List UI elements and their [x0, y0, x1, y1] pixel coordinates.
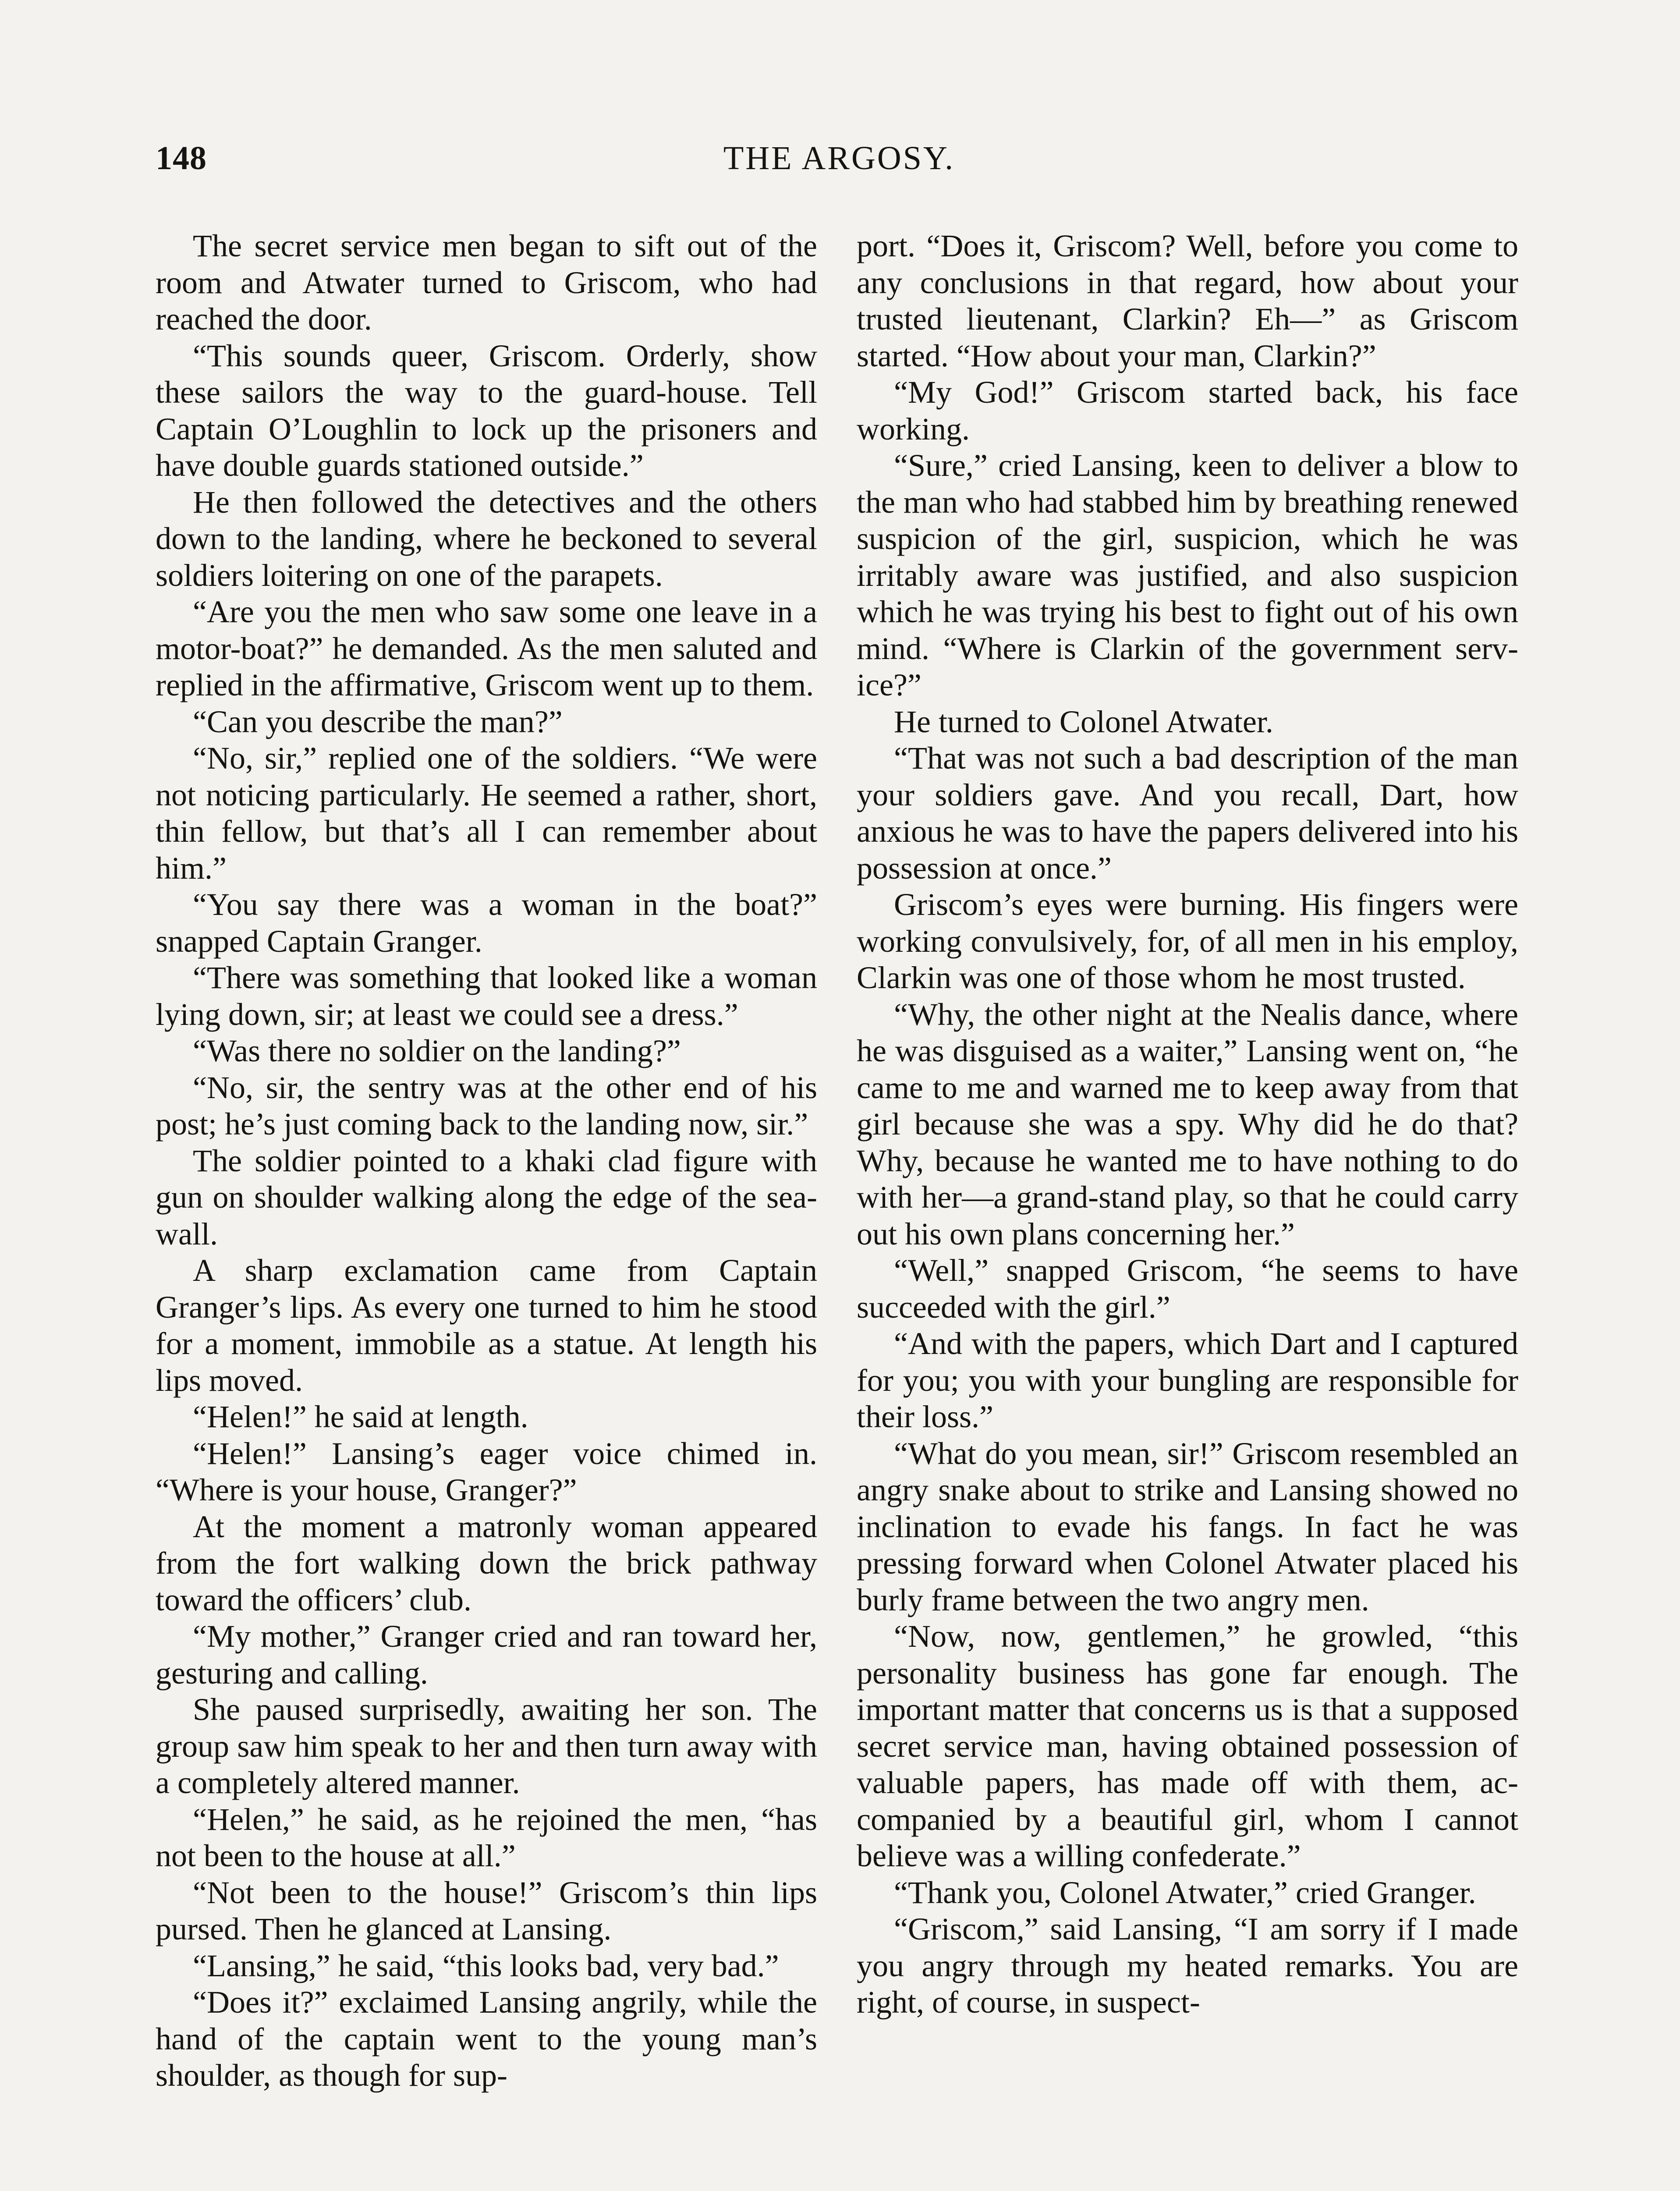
paragraph: “Lansing,” he said, “this looks bad, very bad.”	[193, 1948, 779, 1983]
paragraph: “And with the papers, which Dart and I captured for you; you with your bungling are responsible for their loss.”	[857, 1326, 1518, 1434]
paragraph: “There was something that looked like a woman lying down, sir; at least we could see a dress.”	[156, 960, 817, 1032]
paragraph: “Can you describe the man?”	[193, 704, 563, 739]
paragraph: “Thank you, Colonel Atwater,” cried Granger.	[894, 1875, 1476, 1910]
page-header	[156, 139, 1523, 192]
running-title: THE ARGOSY.	[723, 140, 955, 177]
paragraph: “Well,” snapped Griscom, “he seems to have succeeded with the girl.”	[857, 1253, 1518, 1325]
paragraph: “Does it?” exclaimed Lansing angrily, while the hand of the captain went to the young man’s shoulder, as though for sup-	[156, 1985, 817, 2093]
paragraph: “Why, the other night at the Nealis dance, where he was disguised as a waiter,” Lansing went on, “he came to me and warned me to keep away from that girl because she was a spy. Why did he do that? Why, because he wanted me to have nothing to do with her—a grand-stand play, so that he could carry out his own plans concerning her.”	[857, 996, 1518, 1251]
paragraph: A sharp exclamation came from Captain Granger’s lips. As every one turned to him he stood for a moment, immobile as a statue. At length his lips moved.	[156, 1253, 817, 1398]
right-column	[857, 228, 1518, 2021]
paragraph: The soldier pointed to a khaki clad figure with gun on shoulder walking along the edge of the sea-wall.	[156, 1143, 817, 1251]
paragraph: “My God!” Griscom started back, his face working.	[857, 375, 1518, 447]
paragraph: “That was not such a bad description of the man your soldiers gave. And you recall, Dart, how anxious he was to have the papers delivered into his possession at once.”	[857, 741, 1518, 886]
page-number: 148	[156, 140, 207, 177]
paragraph: “No, sir, the sentry was at the other end of his post; he’s just coming back to the landing now, sir.”	[156, 1070, 817, 1142]
paragraph: “Sure,” cried Lansing, keen to deliver a blow to the man who had stabbed him by breathing renewed suspicion of the girl, suspicion, which he was irritably aware was justified, and also suspicion which he was trying his best to fight out of his own mind. “Where is Clarkin of the government service?”	[857, 448, 1518, 702]
paragraph: “No, sir,” replied one of the soldiers. “We were not noticing particularly. He seemed a rather, short, thin fellow, but that’s all I can remember about him.”	[156, 741, 817, 886]
paragraph: “This sounds queer, Griscom. Orderly, show these sailors the way to the guard-house. Tell Captain O’Loughlin to lock up the prisoners and have double guards stationed outside.”	[156, 338, 817, 483]
paragraph: “Helen,” he said, as he rejoined the men, “has not been to the house at all.”	[156, 1801, 817, 1873]
paragraph: He then followed the detectives and the others down to the landing, where he beckoned to several soldiers loitering on one of the parapets.	[156, 484, 817, 593]
paragraph: “Now, now, gentlemen,” he growled, “this personality business has gone far enough. The important matter that concerns us is that a supposed secret service man, having obtained possession of valuable papers, has made off with them, accompanied by a beautiful girl, whom I cannot believe was a willing confederate.”	[857, 1619, 1518, 1873]
paragraph: “Was there no soldier on the landing?”	[193, 1033, 681, 1068]
paragraph: He turned to Colonel Atwater.	[894, 704, 1273, 739]
paragraph: “What do you mean, sir!” Griscom resembled an angry snake about to strike and Lansing showed no inclination to evade his fangs. In fact he was pressing forward when Colonel Atwater placed his burly frame between the two angry men.	[857, 1436, 1518, 1617]
paragraph: “Are you the men who saw some one leave in a motor-boat?” he demanded. As the men saluted and replied in the affirmative, Griscom went up to them.	[156, 594, 817, 702]
paragraph: “You say there was a woman in the boat?” snapped Captain Granger.	[156, 887, 817, 959]
paragraph: The secret service men began to sift out of the room and Atwater turned to Griscom, who had reached the door.	[156, 228, 817, 337]
paragraph: “Helen!” Lansing’s eager voice chimed in. “Where is your house, Granger?”	[156, 1436, 817, 1507]
paragraph: “My mother,” Granger cried and ran toward her, gesturing and calling.	[156, 1619, 817, 1691]
left-column	[156, 228, 817, 2094]
paragraph: “Helen!” he said at length.	[193, 1399, 528, 1434]
paragraph: She paused surprisedly, awaiting her son. The group saw him speak to her and then turn away with a completely altered manner.	[156, 1692, 817, 1800]
paragraph: “Griscom,” said Lansing, “I am sorry if I made you angry through my heated remarks. You are right, of course, in suspect-	[857, 1911, 1518, 2020]
paragraph: At the moment a matronly woman appeared from the fort walking down the brick pathway toward the officers’ club.	[156, 1509, 817, 1617]
paragraph-continued: port. “Does it, Griscom? Well, before you come to any conclusions in that regard, how about your trusted lieutenant, Clarkin? Eh—” as Griscom started. “How about your man, Clarkin?”	[857, 228, 1518, 373]
paragraph: Griscom’s eyes were burning. His fingers were working convulsively, for, of all men in his employ, Clarkin was one of those whom he most trusted.	[857, 887, 1518, 995]
paragraph: “Not been to the house!” Griscom’s thin lips pursed. Then he glanced at Lansing.	[156, 1875, 817, 1946]
